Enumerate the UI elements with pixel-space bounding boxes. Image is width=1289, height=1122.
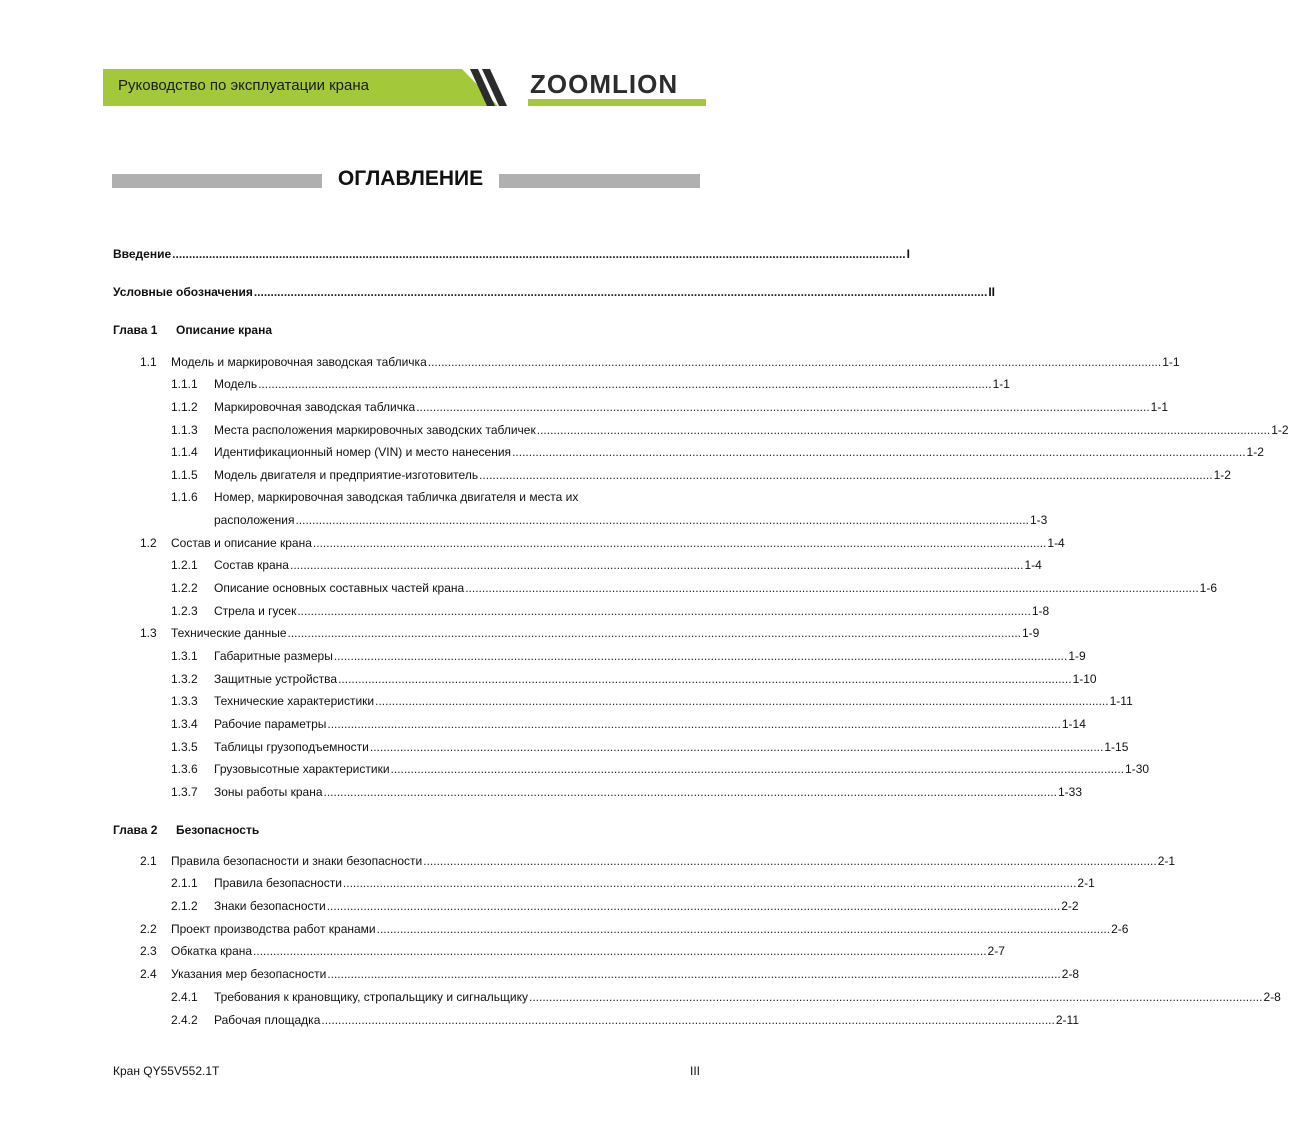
chapter-title: Описание крана bbox=[176, 323, 273, 337]
toc-leader: ............................................................................................................................................................................................................................ bbox=[423, 854, 1157, 868]
footer-page-number: III bbox=[689, 1064, 700, 1078]
toc-number: 1.1.5 bbox=[171, 468, 198, 482]
toc-number: 2.1.2 bbox=[171, 899, 198, 913]
toc-leader: ............................................................................................................................................................................................................................ bbox=[287, 626, 1021, 640]
toc-leader: ............................................................................................................................................................................................................................ bbox=[376, 922, 1111, 936]
toc-number: 2.4.2 bbox=[171, 1013, 198, 1027]
toc-entry[interactable] bbox=[0, 717, 1086, 737]
toc-entry[interactable] bbox=[0, 490, 793, 510]
toc-entry[interactable] bbox=[0, 649, 1086, 669]
toc-entry[interactable] bbox=[0, 355, 1180, 375]
toc-number: 1.1 bbox=[140, 355, 157, 369]
toc-page: 1-2 bbox=[1271, 423, 1289, 437]
heading-bar-right bbox=[499, 174, 700, 188]
toc-label: Правила безопасности bbox=[214, 876, 342, 890]
toc-entry[interactable] bbox=[0, 967, 1080, 987]
toc-page: I bbox=[906, 247, 910, 261]
toc-label: Идентификационный номер (VIN) и место нанесения bbox=[214, 445, 512, 459]
toc-label: Зоны работы крана bbox=[214, 785, 323, 799]
toc-entry-continuation[interactable] bbox=[0, 513, 1048, 533]
toc-leader: ............................................................................................................................................................................................................................ bbox=[327, 717, 1061, 731]
toc-label: Рабочая площадка bbox=[214, 1013, 321, 1027]
toc-page: 1-1 bbox=[992, 377, 1010, 391]
toc-label: Габаритные размеры bbox=[214, 649, 333, 663]
toc-number: 1.3.1 bbox=[171, 649, 198, 663]
toc-number: 2.1.1 bbox=[171, 876, 198, 890]
toc-chapter-1[interactable] bbox=[0, 323, 793, 343]
toc-label: Проект производства работ кранами bbox=[171, 922, 376, 936]
toc-label: Знаки безопасности bbox=[214, 899, 326, 913]
toc-page: 2-8 bbox=[1263, 990, 1281, 1004]
toc-number: 2.2 bbox=[140, 922, 157, 936]
toc-page: 1-14 bbox=[1061, 717, 1086, 731]
toc-entry[interactable] bbox=[0, 445, 1264, 465]
toc-label: расположения bbox=[214, 513, 295, 527]
toc-label: Указания мер безопасности bbox=[171, 967, 327, 981]
toc-number: 1.1.2 bbox=[171, 400, 198, 414]
toc-chapter-2[interactable] bbox=[0, 823, 793, 843]
toc-page: 2-6 bbox=[1111, 922, 1129, 936]
toc-page: 1-2 bbox=[1213, 468, 1231, 482]
toc-page: 1-1 bbox=[1150, 400, 1169, 414]
toc-leader: ............................................................................................................................................................................................................................ bbox=[342, 876, 1077, 890]
toc-label: Таблицы грузоподъемности bbox=[214, 740, 369, 754]
toc-label: Состав крана bbox=[214, 558, 289, 572]
toc-number: 1.3.5 bbox=[171, 740, 198, 754]
brand-logo-text: ZOOMLION bbox=[530, 69, 679, 99]
toc-entry[interactable] bbox=[0, 990, 1281, 1010]
toc-label: Грузовысотные характеристики bbox=[214, 762, 390, 776]
toc-leader: ............................................................................................................................................................................................................................ bbox=[465, 581, 1199, 595]
toc-leader: ............................................................................................................................................................................................................................ bbox=[321, 1013, 1055, 1027]
toc-leader: ............................................................................................................................................................................................................................ bbox=[295, 513, 1029, 527]
toc-entry[interactable] bbox=[0, 377, 1010, 397]
toc-leader: ............................................................................................................................................................................................................................ bbox=[369, 740, 1104, 754]
toc-label: Технические характеристики bbox=[214, 694, 375, 708]
toc-page: 1-11 bbox=[1109, 694, 1133, 708]
toc-page: 1-8 bbox=[1031, 604, 1050, 618]
toc-leader: ............................................................................................................................................................................................................................ bbox=[528, 990, 1263, 1004]
toc-number: 1.1.3 bbox=[171, 423, 198, 437]
toc-leader: ............................................................................................................................................................................................................................ bbox=[253, 944, 987, 958]
toc-leader: ............................................................................................................................................................................................................................ bbox=[416, 400, 1150, 414]
toc-entry[interactable] bbox=[0, 468, 1231, 488]
toc-number: 2.1 bbox=[140, 854, 157, 868]
toc-number: 1.2.3 bbox=[171, 604, 198, 618]
toc-label: Защитные устройства bbox=[214, 672, 338, 686]
toc-leader: ............................................................................................................................................................................................................................ bbox=[512, 445, 1246, 459]
toc-entry[interactable] bbox=[0, 604, 1050, 624]
toc-label: Модель bbox=[214, 377, 258, 391]
toc-entry[interactable] bbox=[0, 899, 1079, 919]
toc-label: Модель двигателя и предприятие-изготовитель bbox=[214, 468, 479, 482]
toc-page: 1-4 bbox=[1024, 558, 1042, 572]
toc-label: Состав и описание крана bbox=[171, 536, 312, 550]
toc-entry[interactable] bbox=[0, 740, 1129, 760]
toc-leader: ............................................................................................................................................................................................................................ bbox=[479, 468, 1213, 482]
toc-leader: ............................................................................................................................................................................................................................ bbox=[172, 247, 906, 261]
toc-entry[interactable] bbox=[0, 558, 1042, 578]
toc-leader: ............................................................................................................................................................................................................................ bbox=[326, 899, 1061, 913]
toc-page: 2-11 bbox=[1055, 1013, 1079, 1027]
document-title: Руководство по эксплуатации крана bbox=[118, 77, 369, 94]
toc-page: 1-10 bbox=[1072, 672, 1097, 686]
toc-page: 1-2 bbox=[1246, 445, 1264, 459]
toc-label: Рабочие параметры bbox=[214, 717, 327, 731]
toc-number: 1.2 bbox=[140, 536, 157, 550]
toc-entry[interactable] bbox=[0, 944, 1005, 964]
toc-label: Описание основных составных частей крана bbox=[214, 581, 465, 595]
toc-entry[interactable] bbox=[0, 1013, 1079, 1033]
toc-page: 2-8 bbox=[1061, 967, 1080, 981]
toc-page: 1-33 bbox=[1057, 785, 1083, 799]
toc-leader: ............................................................................................................................................................................................................................ bbox=[289, 558, 1024, 572]
toc-number: 1.3 bbox=[140, 626, 157, 640]
toc-label: Обкатка крана bbox=[171, 944, 253, 958]
toc-number: 2.4 bbox=[140, 967, 157, 981]
chapter-number: Глава 2 bbox=[113, 823, 158, 837]
heading-bar-left bbox=[112, 174, 322, 188]
toc-entry[interactable] bbox=[0, 536, 1065, 556]
toc-page: 2-1 bbox=[1077, 876, 1095, 890]
toc-entry[interactable] bbox=[0, 581, 1218, 601]
toc-leader: ............................................................................................................................................................................................................................ bbox=[253, 285, 988, 299]
toc-leader: ............................................................................................................................................................................................................................ bbox=[297, 604, 1031, 618]
toc-number: 1.1.1 bbox=[171, 377, 198, 391]
toc-label: Введение bbox=[113, 247, 172, 261]
toc-leader: ............................................................................................................................................................................................................................ bbox=[312, 536, 1047, 550]
toc-number: 2.4.1 bbox=[171, 990, 198, 1004]
toc-number: 1.3.2 bbox=[171, 672, 198, 686]
toc-number: 1.3.6 bbox=[171, 762, 198, 776]
toc-entry[interactable] bbox=[0, 922, 1129, 942]
toc-label: Места расположения маркировочных заводских табличек bbox=[214, 423, 536, 437]
toc-page: 1-1 bbox=[1162, 355, 1180, 369]
toc-page: II bbox=[988, 285, 995, 299]
toc-page: 1-9 bbox=[1022, 626, 1040, 640]
toc-entry[interactable] bbox=[0, 400, 1169, 420]
toc-leader: ............................................................................................................................................................................................................................ bbox=[536, 423, 1271, 437]
toc-label: Модель и маркировочная заводская табличка bbox=[171, 355, 427, 369]
toc-label: Требования к крановщику, стропальщику и сигнальщику bbox=[214, 990, 528, 1004]
toc-page: 1-30 bbox=[1125, 762, 1150, 776]
toc-label: Технические данные bbox=[171, 626, 287, 640]
toc-page: 1-3 bbox=[1029, 513, 1048, 527]
toc-label: Правила безопасности и знаки безопасности bbox=[171, 854, 423, 868]
toc-number: 1.2.2 bbox=[171, 581, 198, 595]
toc-entry-intro[interactable] bbox=[0, 247, 910, 267]
toc-number: 1.3.7 bbox=[171, 785, 198, 799]
toc-page: 1-9 bbox=[1068, 649, 1086, 663]
toc-label: Номер, маркировочная заводская табличка двигателя и места их bbox=[214, 490, 579, 504]
toc-leader: ............................................................................................................................................................................................................................ bbox=[323, 785, 1057, 799]
toc-entry[interactable] bbox=[0, 423, 1289, 443]
toc-leader: ............................................................................................................................................................................................................................ bbox=[390, 762, 1125, 776]
page-heading: ОГЛАВЛЕНИЕ bbox=[337, 167, 484, 190]
toc-label: Маркировочная заводская табличка bbox=[214, 400, 416, 414]
toc-page: 2-2 bbox=[1061, 899, 1079, 913]
chapter-title: Безопасность bbox=[176, 823, 260, 837]
toc-entry-symbols[interactable] bbox=[0, 285, 995, 305]
toc-entry[interactable] bbox=[0, 762, 1150, 782]
toc-page: 2-1 bbox=[1157, 854, 1176, 868]
chapter-number: Глава 1 bbox=[113, 323, 158, 337]
toc-leader: ............................................................................................................................................................................................................................ bbox=[258, 377, 992, 391]
toc-leader: ............................................................................................................................................................................................................................ bbox=[375, 694, 1109, 708]
toc-leader: ............................................................................................................................................................................................................................ bbox=[338, 672, 1072, 686]
toc-label: Условные обозначения bbox=[113, 285, 253, 299]
toc-number: 2.3 bbox=[140, 944, 157, 958]
toc-leader: ............................................................................................................................................................................................................................ bbox=[427, 355, 1162, 369]
toc-entry[interactable] bbox=[0, 626, 1040, 646]
toc-page: 1-6 bbox=[1199, 581, 1218, 595]
toc-entry[interactable] bbox=[0, 854, 1176, 874]
toc-entry[interactable] bbox=[0, 672, 1097, 692]
toc-page: 2-7 bbox=[987, 944, 1005, 958]
zoomlion-logo-icon bbox=[462, 69, 528, 106]
footer-model: Кран QY55V552.1T bbox=[113, 1064, 220, 1078]
toc-entry[interactable] bbox=[0, 694, 1133, 714]
toc-label: Стрела и гусек bbox=[214, 604, 297, 618]
logo-underline bbox=[528, 99, 706, 106]
toc-leader: ............................................................................................................................................................................................................................ bbox=[333, 649, 1068, 663]
toc-number: 1.3.3 bbox=[171, 694, 198, 708]
toc-leader: ............................................................................................................................................................................................................................ bbox=[327, 967, 1061, 981]
toc-number: 1.3.4 bbox=[171, 717, 198, 731]
toc-page: 1-4 bbox=[1047, 536, 1065, 550]
toc-number: 1.1.4 bbox=[171, 445, 198, 459]
toc-page: 1-15 bbox=[1104, 740, 1129, 754]
toc-entry[interactable] bbox=[0, 876, 1095, 896]
toc-entry[interactable] bbox=[0, 785, 1083, 805]
toc-number: 1.2.1 bbox=[171, 558, 198, 572]
toc-number: 1.1.6 bbox=[171, 490, 198, 504]
